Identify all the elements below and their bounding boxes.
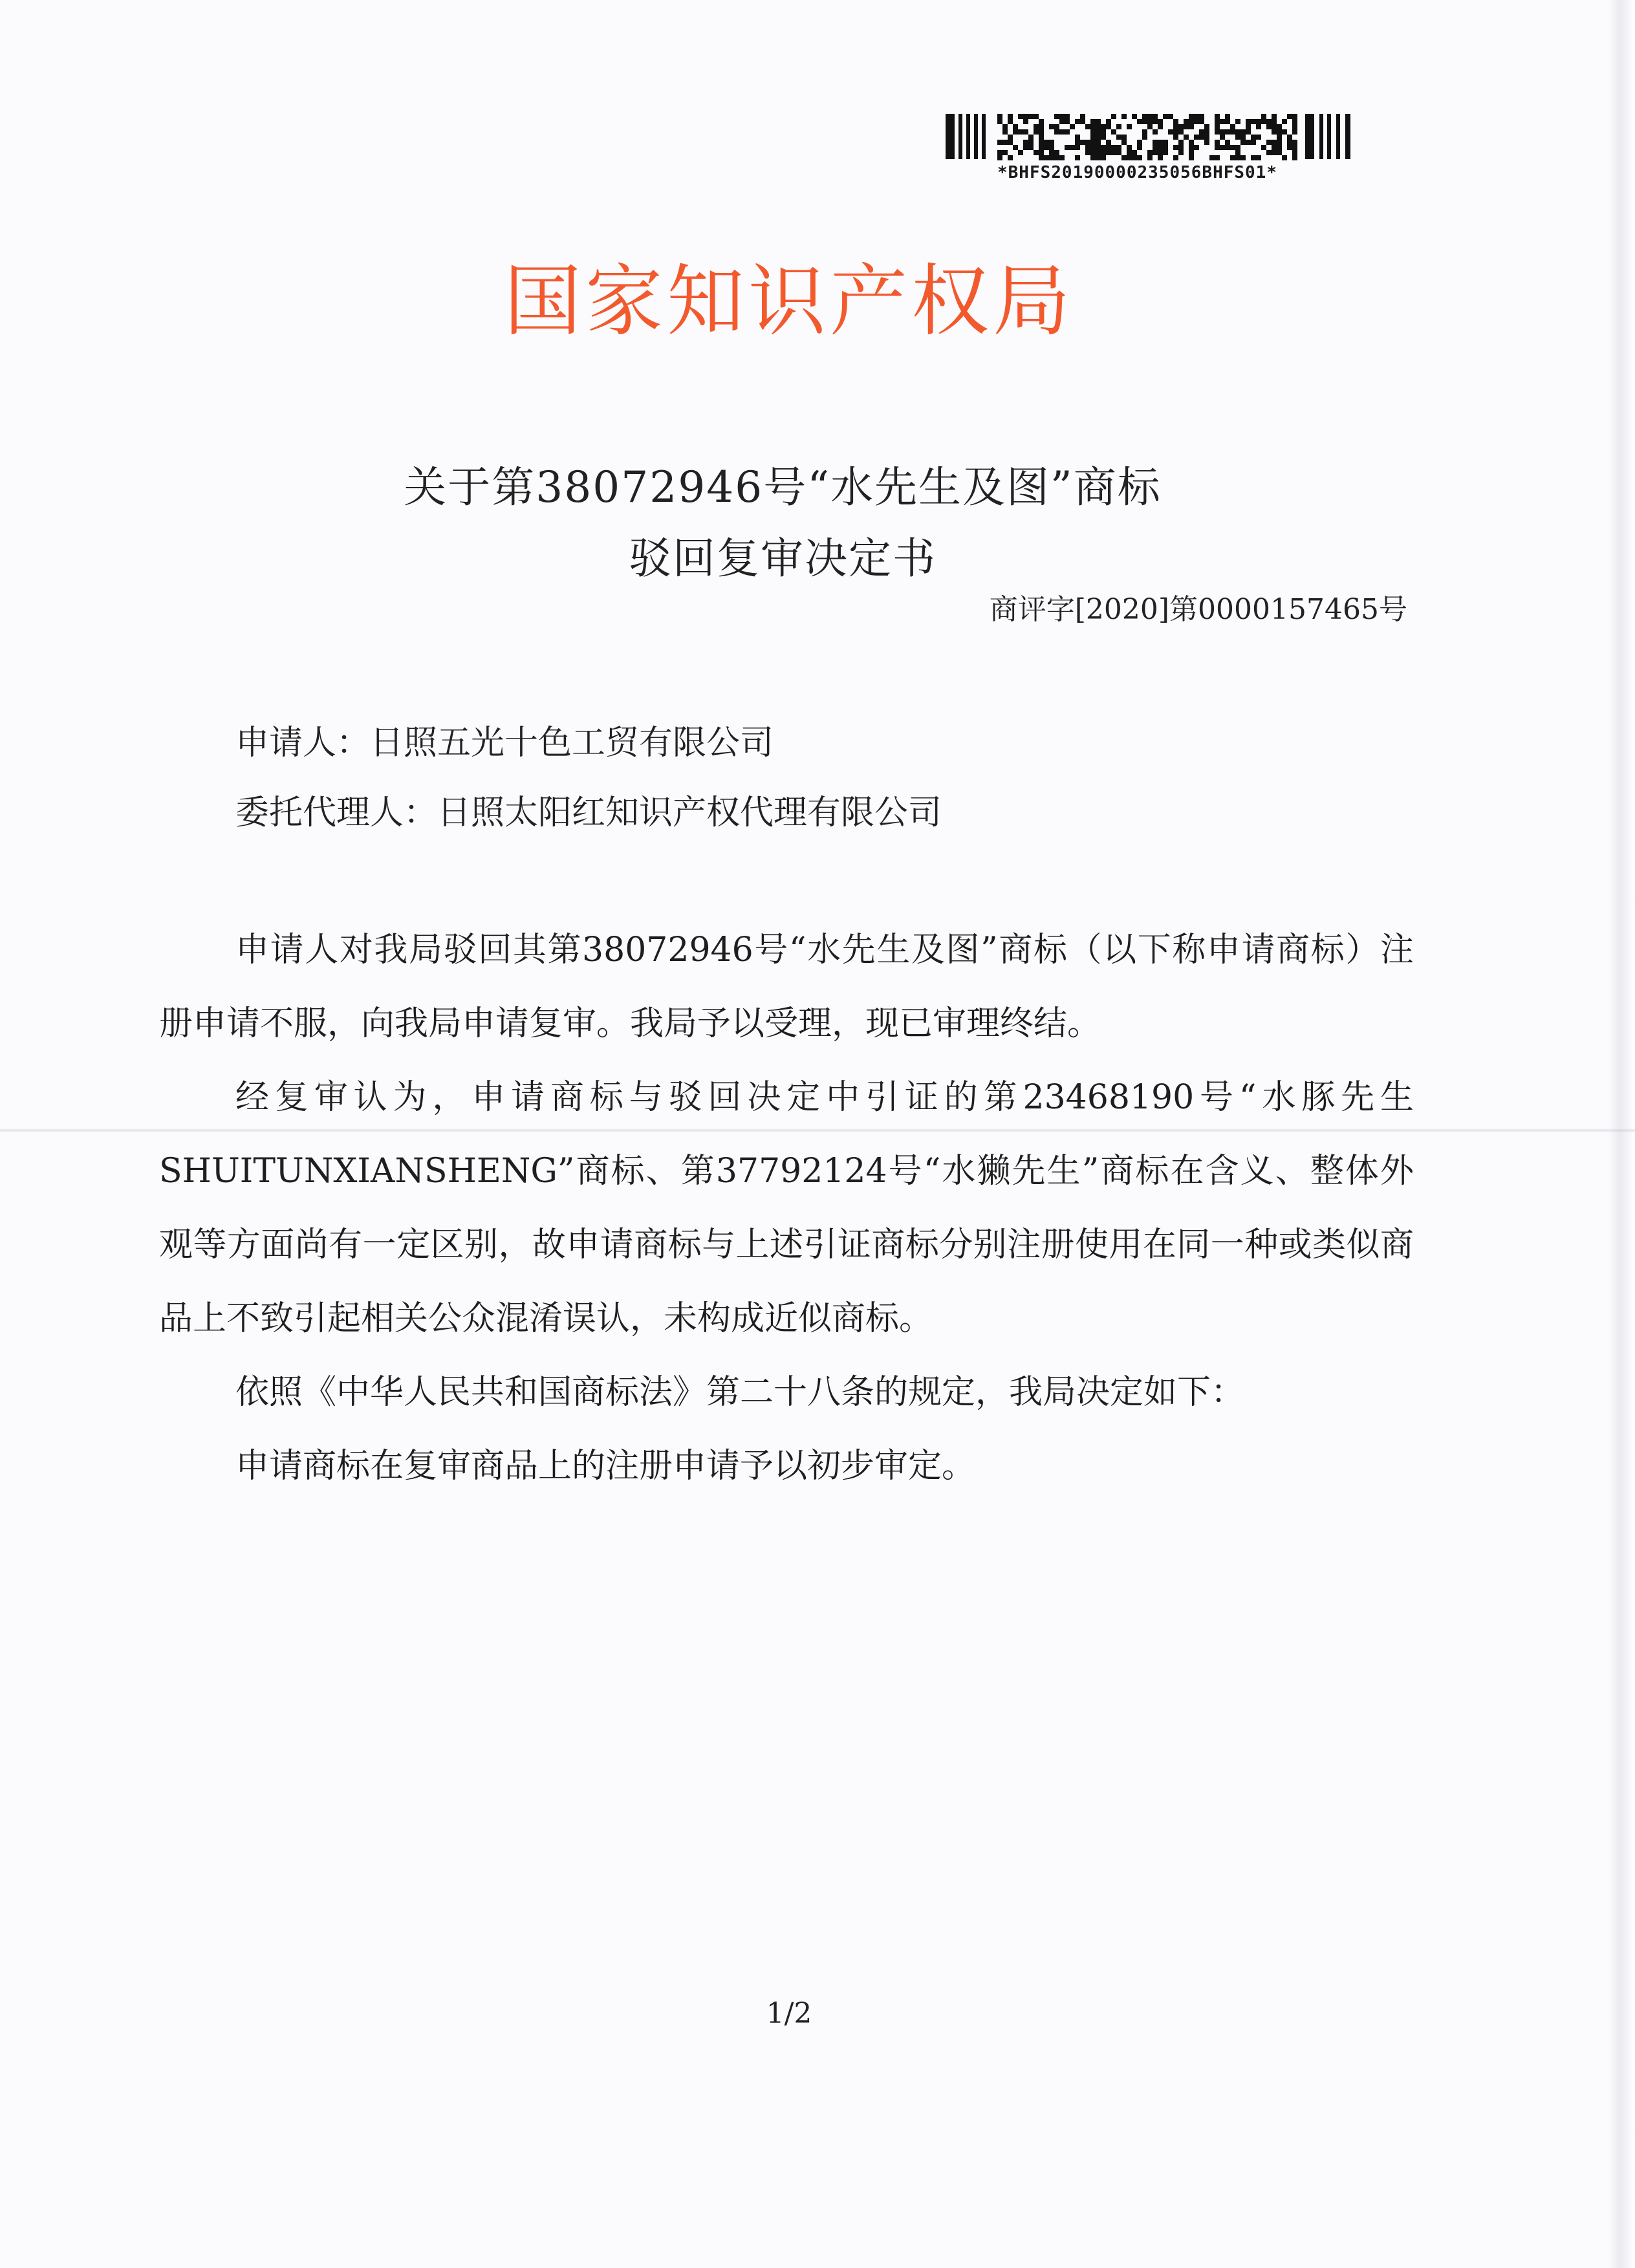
document-title-line-1: 关于第38072946号“水先生及图”商标 <box>404 462 1162 512</box>
body-paragraph-3-block <box>159 1355 1414 1429</box>
body-paragraph: 申请人对我局驳回其第38072946号“水先生及图”商标（以下称申请商标）注册申请不服，向我局申请复审。我局予以受理，现已审理终结。 <box>159 931 1414 1043</box>
body-paragraph-1-block <box>159 913 1414 1061</box>
barcode <box>946 113 1353 184</box>
body-paragraph-4-block <box>159 1429 1414 1503</box>
applicant-line: 申请人：日照五光十色工贸有限公司 <box>235 724 774 762</box>
barcode-text: *BHFS20190000235056BHFS01* <box>997 163 1277 182</box>
document-title-line-2: 驳回复审决定书 <box>629 534 937 583</box>
body-paragraph: 申请商标在复审商品上的注册申请予以初步审定。 <box>235 1447 976 1485</box>
office-name-header: 国家知识产权局 <box>504 257 1074 347</box>
body-paragraph: 经复审认为，申请商标与驳回决定中引证的第23468190号“水豚先生SHUITUNXIANSHENG”商标、第37792124号“水獭先生”商标在含义、整体外观等方面尚有一定区别，故申请商标与上述引证商标分别注册使用在同一种或类似商品上不致引起相关公众混淆误认，未构成近似商标。 <box>159 1078 1414 1338</box>
body-paragraph: 依照《中华人民共和国商标法》第二十八条的规定，我局决定如下： <box>235 1373 1245 1412</box>
page-number: 1/2 <box>766 1997 812 2030</box>
barcode-bars <box>946 113 1353 160</box>
document-reference-number: 商评字[2020]第0000157465号 <box>989 593 1407 626</box>
agent-line: 委托代理人：日照太阳红知识产权代理有限公司 <box>235 794 942 832</box>
scan-edge <box>1609 0 1635 2268</box>
body-paragraph-2-block <box>159 1061 1414 1355</box>
